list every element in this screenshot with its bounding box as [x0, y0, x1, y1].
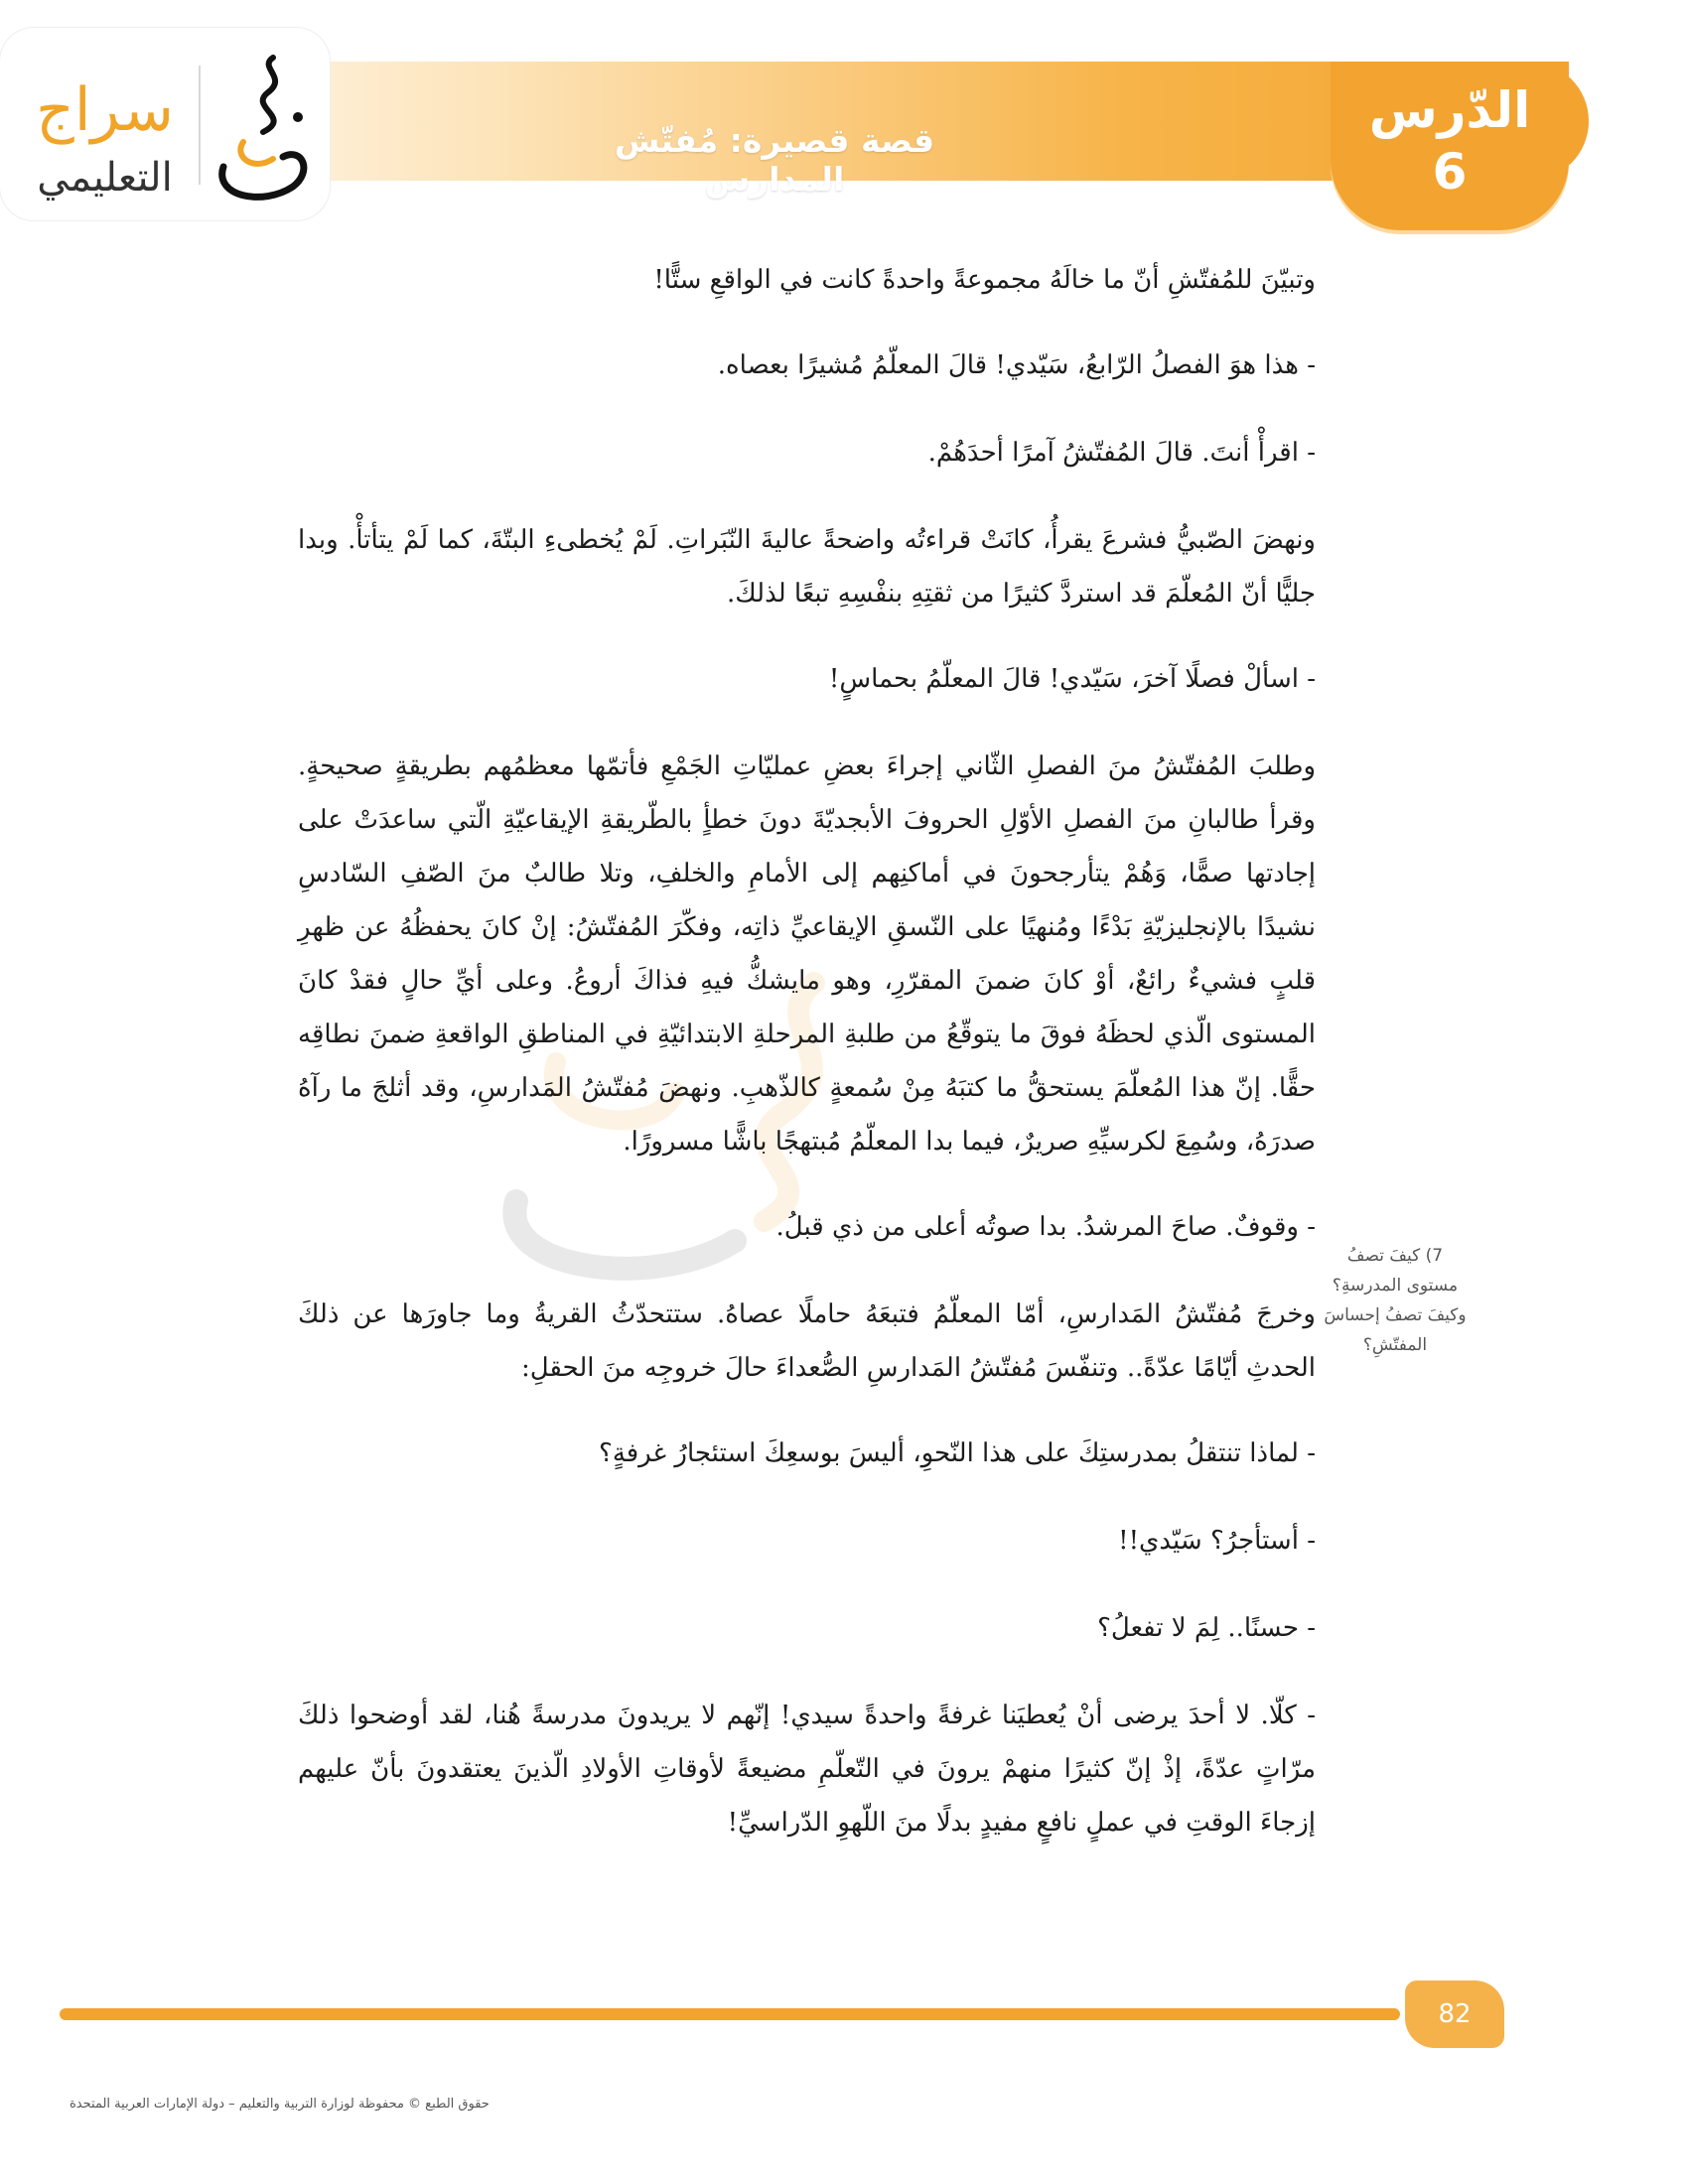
lesson-label: الدّرس — [1368, 81, 1531, 139]
logo-word-siraj: سراج — [36, 75, 174, 145]
page-number: 82 — [1405, 1980, 1504, 2048]
story-paragraph: - كلّا. لا أحدَ يرضى أنْ يُعطيَنا غرفةً واحدةً سيدي! إنّهم لا يريدونَ مدرسةً هُنا، لقد أوضحوا ذلكَ مرّاتٍ عدّةً، إذْ إنّ كثيرًا منهمْ يرونَ في التّعلّمِ مضيعةً لأوقاتِ الأولادِ الّذينَ يعتقدونَ بأنّ عليهم إزجاءَ الوقتِ في عملٍ نافعٍ مفيدٍ بدلًا منَ اللّهوِ الدّراسيِّ! — [298, 1701, 1317, 1838]
story-paragraph: وتبيّنَ للمُفتّشِ أنّ ما خالَهُ مجموعةً واحدةً كانت في الواقعِ ستًّا! — [653, 265, 1316, 295]
story-dialog: - لماذا تنتقلُ بمدرستِكَ على هذا النّحوِ، أليسَ بوسعِكَ استئجارُ غرفةٍ؟ — [599, 1438, 1316, 1468]
lesson-badge — [1331, 62, 1569, 230]
story-dialog: - وقوفٌ. صاحَ المرشدُ. بدا صوتُه أعلى من ذي قبلُ. — [775, 1212, 1316, 1242]
lesson-number: 6 — [1432, 143, 1468, 201]
footer-divider — [60, 2008, 1400, 2020]
story-text — [298, 253, 1316, 1881]
story-dialog: - حسنًا.. لِمَ لا تفعلُ؟ — [1097, 1613, 1316, 1643]
logo-calligraphy-icon — [204, 48, 323, 216]
story-dialog: - اقرأْ أنتَ. قالَ المُفتّشُ آمرًا أحدَهُمْ. — [927, 438, 1316, 468]
story-paragraph: ونهضَ الصّبيُّ فشرعَ يقرأُ، كانَتْ قراءتُه واضحةً عاليةَ النّبَراتِ. لَمْ يُخطىءِ البتّةَ، كما لَمْ يتأتأْ. وبدا جليًّا أنّ المُعلّمَ قد استردَّ كثيرًا من ثقتِهِ بنفْسِهِ تبعًا لذلكَ. — [298, 525, 1316, 609]
margin-question: 7) كيفَ تصفُ مستوى المدرسةِ؟ وكيفَ تصفُ إحساسَ المفتّشِ؟ — [1324, 1246, 1467, 1355]
page-title: قصة قصيرة: مُفتّش المدارس — [614, 121, 935, 199]
story-dialog: - أستأجرُ؟ سَيّدي!! — [1118, 1526, 1316, 1556]
story-dialog: - اسألْ فصلًا آخرَ، سَيّدي! قالَ المعلّمُ بحماسٍ! — [828, 664, 1316, 694]
story-paragraph: وخرجَ مُفتّشُ المَدارسِ، أمّا المعلّمُ فتبعَهُ حاملًا عصاهُ. ستتحدّثُ القريةُ وما جاورَها عن ذلكَ الحدثِ أيّامًا عدّةً.. وتنفّسَ مُفتّشُ المَدارسِ الصُّعداءَ حالَ خروجِه منَ الحقلِ: — [298, 1299, 1316, 1383]
publisher-logo — [0, 28, 330, 220]
story-paragraph: وطلبَ المُفتّشُ منَ الفصلِ الثّاني إجراءَ بعضِ عمليّاتِ الجَمْعِ فأتمّها معظمُهم بطريقةٍ صحيحةٍ. وقرأ طالبانِ منَ الفصلِ الأوّلِ الحروفَ الأبجديّةَ دونَ خطأٍ بالطّريقةِ الإيقاعيّةِ الّتي ساعدَتْ على إجادتها صمًّا، وَهُمْ يتأرجحونَ في أماكنِهم إلى الأمامِ والخلفِ، وتلا طالبٌ منَ الصّفِ السّادسِ نشيدًا بالإنجليزيّةِ بَدْءًا ومُنهيًا على النّسقِ الإيقاعيِّ ذاتِه، وفكّرَ المُفتّشُ: إنْ كانَ يحفظُهُ عن ظهرِ قلبٍ فشيءٌ رائعٌ، أوْ كانَ ضمنَ المقرّرِ، وهو مايشكُّ فيهِ فذاكَ أروعُ. وعلى أيِّ حالٍ فقدْ كانَ المستوى الّذي لحظَهُ فوقَ ما يتوقّعُ من طلبةِ المرحلةِ الابتدائيّةِ في المناطقِ الواقعةِ ضمنَ نطاقِه حقًّا. إنّ هذا المُعلّمَ يستحقُّ ما كتبَهُ مِنْ سُمعةٍ كالذّهبِ. ونهضَ مُفتّشُ المَدارسِ، وقد أثلجَ ما رآهُ صدرَهُ، وسُمِعَ لكرسيِّهِ صريرٌ، فيما بدا المعلّمُ مُبتهجًا باشًّا مسرورًا. — [298, 751, 1316, 1157]
story-dialog: - هذا هوَ الفصلُ الرّابعُ، سَيّدي! قالَ المعلّمُ مُشيرًا بعصاه. — [717, 350, 1316, 380]
logo-divider — [199, 66, 201, 185]
copyright-notice: حقوق الطبع © محفوظة لوزارة التربية والتعليم – دولة الإمارات العربية المتحدة — [70, 2097, 490, 2112]
logo-word-educational: التعليمي — [37, 155, 173, 201]
